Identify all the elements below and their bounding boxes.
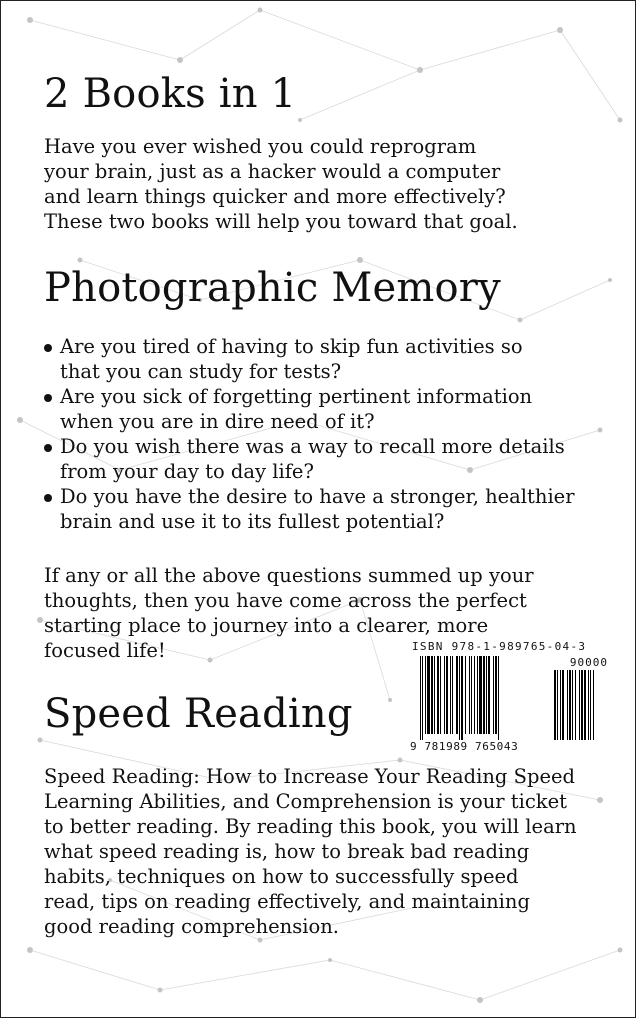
barcode-bar [479,656,482,734]
barcode-bar [493,656,494,734]
barcode-bar [425,656,426,734]
closing-line: thoughts, then you have come across the perfect [44,589,527,612]
barcode-bar [554,670,556,740]
list-item [44,384,600,434]
question-list [44,334,600,534]
barcode-bar [474,656,475,734]
barcode-bar [422,656,423,740]
barcode-bar [569,670,571,740]
heading-2-books-in-1: 2 Books in 1 [44,71,297,117]
body-line: habits, techniques on how to successfully speed [44,865,519,888]
closing-line: starting place to journey into a clearer, more [44,614,489,637]
barcode-bar [486,656,487,734]
list-item-text: Are you tired of having to skip fun activities so [60,335,523,358]
barcode-bar [469,656,470,734]
barcode-bar [572,670,573,740]
barcode-bar [557,670,558,740]
barcode-bar [562,670,564,740]
bullet-icon [44,494,52,502]
barcode-bar [498,656,499,740]
bullet-icon [44,344,52,352]
barcode-bar [444,656,445,734]
body-line: Learning Abilities, and Comprehension is your ticket [44,790,567,813]
barcode-bar [593,670,594,740]
barcode-bar [575,670,576,740]
bullet-icon [44,444,52,452]
barcode-bar [495,656,497,734]
barcode-bar [581,670,583,740]
barcode-bar [452,656,453,734]
barcode-bar [584,670,586,740]
list-item-text: Are you sick of forgetting pertinent information [60,385,533,408]
barcode-bar [590,670,591,740]
body-line: good reading comprehension. [44,915,339,938]
barcode-bar [465,656,466,734]
barcode-bar [477,656,478,734]
barcode-bar [450,656,451,734]
bullet-icon [44,394,52,402]
list-item-text: when you are in dire need of it? [60,410,375,433]
barcode-bar [427,656,430,734]
closing-line: If any or all the above questions summed up your [44,564,534,587]
barcode-bar [434,656,435,734]
body-line: what speed reading is, how to break bad reading [44,840,530,863]
intro-line: Have you ever wished you could reprogram [44,135,477,158]
barcode-bar [588,670,589,740]
list-item-text: Do you have the desire to have a stronger, healthier [60,485,575,508]
barcode-bar [440,656,441,734]
list-item [44,334,600,384]
barcode-bar [560,670,561,740]
heading-photographic-memory: Photographic Memory [44,265,501,311]
barcode-bar [431,656,433,734]
list-item-text: that you can study for tests? [60,360,342,383]
intro-line: These two books will help you toward that goal. [44,210,518,233]
price-code-label: 90000 [569,656,608,669]
intro-line: and learn things quicker and more effectively? [44,185,506,208]
body-line: to better reading. By reading this book, you will learn [44,815,577,838]
list-item-text: Do you wish there was a way to recall more details [60,435,565,458]
intro-line: your brain, just as a hacker would a computer [44,160,501,183]
barcode-bar [579,670,580,740]
list-item [44,434,600,484]
barcode-bar [459,656,460,740]
barcode-bar [483,656,485,734]
isbn-barcode [408,640,614,756]
list-item [44,484,600,534]
barcode-main-bars [420,656,550,740]
list-item-text: brain and use it to its fullest potential? [60,510,445,533]
heading-speed-reading: Speed Reading [44,691,353,737]
barcode-addon-bars [554,670,610,740]
barcode-bar [446,656,448,734]
closing-line: focused life! [44,639,166,662]
barcode-bar [471,656,472,734]
barcode-bar [461,656,463,740]
barcode-bar [456,656,458,734]
barcode-bar [437,656,439,734]
barcode-bar [420,656,421,740]
barcode-bar [488,656,490,734]
body-line: Speed Reading: How to Increase Your Reading Speed [44,765,576,788]
speed-reading-paragraph [44,764,600,939]
barcode-digits: 9 781989 765043 [410,740,519,753]
barcode-bar [567,670,568,740]
intro-paragraph [44,134,600,234]
isbn-label: ISBN 978-1-989765-04-3 [412,640,587,653]
body-line: read, tips on reading effectively, and maintaining [44,890,530,913]
list-item-text: from your day to day life? [60,460,314,483]
